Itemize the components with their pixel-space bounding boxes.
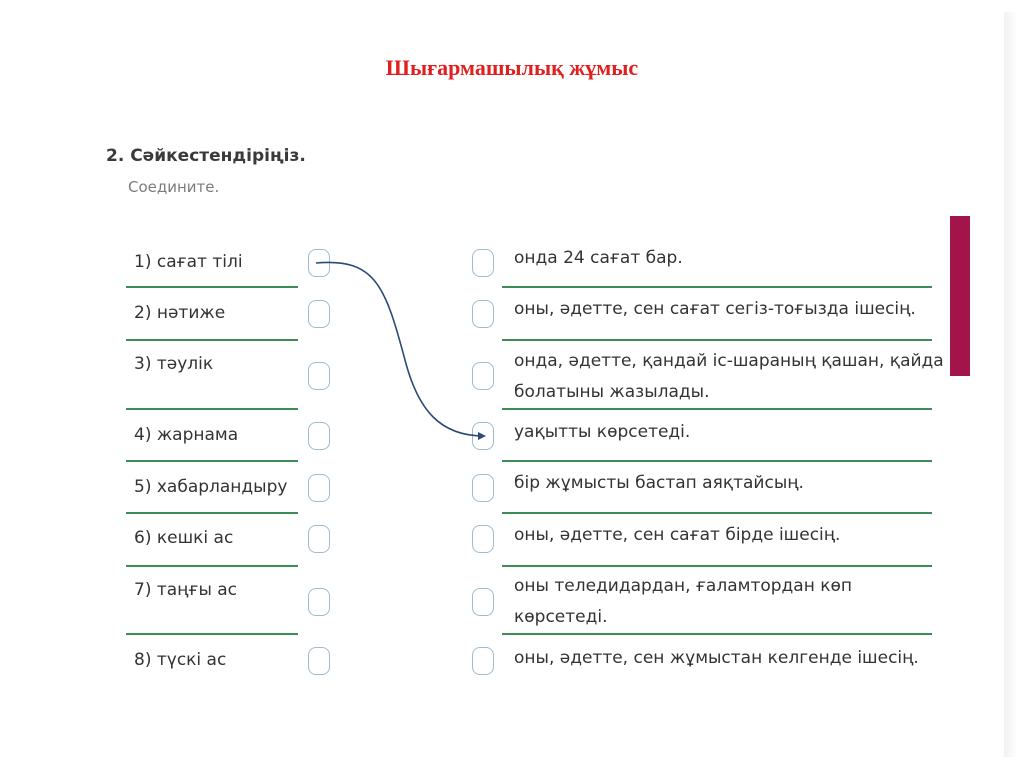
slide-title: Шығармашылық жұмыс [385, 55, 639, 80]
left-answer-box-5[interactable] [308, 474, 330, 502]
left-item-3: 3) тәулік [134, 354, 214, 374]
left-divider-7 [126, 633, 298, 635]
left-item-5: 5) хабарландыру [134, 477, 288, 497]
connector-arrow [316, 262, 484, 436]
right-item-7-line-2: көрсетеді. [514, 607, 608, 627]
left-divider-6 [126, 565, 298, 567]
right-divider-2 [502, 339, 932, 341]
left-divider-5 [126, 512, 298, 514]
left-answer-box-1[interactable] [308, 249, 330, 277]
left-answer-box-2[interactable] [308, 300, 330, 328]
left-divider-3 [126, 408, 298, 410]
left-answer-box-7[interactable] [308, 588, 330, 616]
right-item-7-line-1: оны теледидардан, ғаламтордан көп [514, 576, 853, 596]
left-answer-box-8[interactable] [308, 647, 330, 675]
left-item-8: 8) түскі ас [134, 650, 227, 670]
left-answer-box-3[interactable] [308, 362, 330, 390]
right-answer-box-5[interactable] [472, 474, 494, 502]
right-item-6: оны, әдетте, сен сағат бірде ішесің. [514, 525, 841, 545]
right-divider-5 [502, 512, 932, 514]
right-answer-box-6[interactable] [472, 525, 494, 553]
slide-edge-shadow [1004, 12, 1018, 757]
accent-bar [950, 216, 970, 376]
right-divider-4 [502, 460, 932, 462]
left-item-7: 7) таңғы ас [134, 580, 238, 600]
task-subheading: Соедините. [128, 178, 220, 196]
left-item-4: 4) жарнама [134, 425, 239, 445]
left-divider-1 [126, 286, 298, 288]
right-divider-6 [502, 565, 932, 567]
right-answer-box-3[interactable] [472, 362, 494, 390]
right-item-1: онда 24 сағат бар. [514, 248, 683, 268]
left-item-6: 6) кешкі ас [134, 528, 234, 548]
task-heading: 2. Сәйкестендіріңіз. [106, 146, 306, 166]
right-answer-box-8[interactable] [472, 647, 494, 675]
right-answer-box-1[interactable] [472, 249, 494, 277]
left-answer-box-4[interactable] [308, 422, 330, 450]
right-item-8: оны, әдетте, сен жұмыстан келгенде ішесің. [514, 648, 919, 668]
right-divider-7 [502, 633, 932, 635]
right-item-4: уақытты көрсетеді. [514, 422, 691, 442]
right-answer-box-7[interactable] [472, 588, 494, 616]
right-divider-3 [502, 408, 932, 410]
left-item-1: 1) сағат тілі [134, 252, 243, 272]
right-item-2: оны, әдетте, сен сағат сегіз-тоғызда ішесің. [514, 299, 916, 319]
right-item-3-line-2: болатыны жазылады. [514, 382, 710, 402]
right-divider-1 [502, 286, 932, 288]
left-divider-4 [126, 460, 298, 462]
right-answer-box-2[interactable] [472, 300, 494, 328]
left-answer-box-6[interactable] [308, 525, 330, 553]
right-answer-box-4[interactable] [472, 422, 494, 450]
right-item-3-line-1: онда, әдетте, қандай іс-шараның қашан, қайда [514, 351, 944, 371]
left-item-2: 2) нәтиже [134, 303, 226, 323]
left-divider-2 [126, 339, 298, 341]
right-item-5: бір жұмысты бастап аяқтайсың. [514, 473, 804, 493]
